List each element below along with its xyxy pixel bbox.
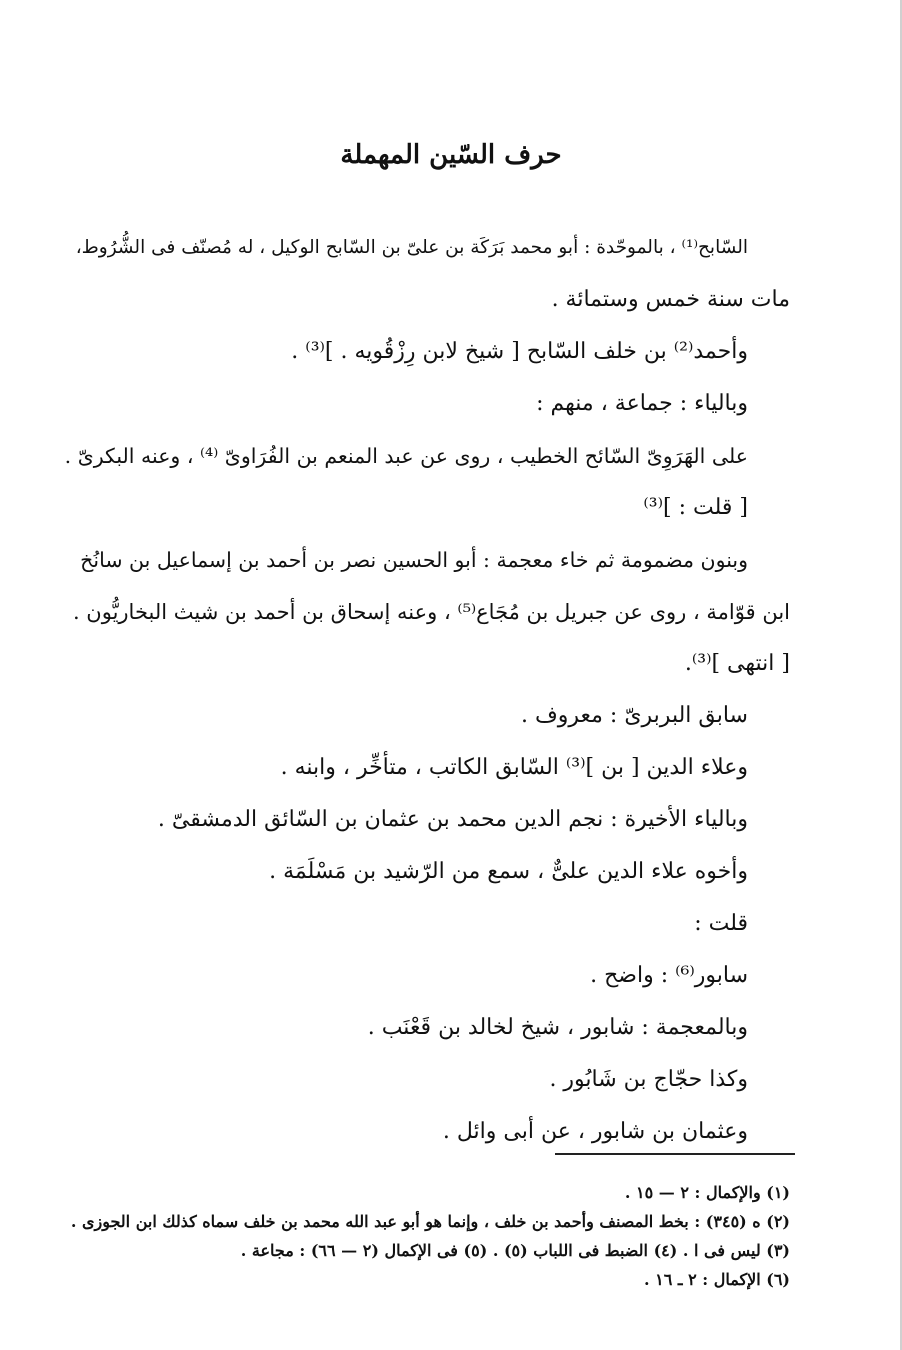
entry-line: وأحمد⁽²⁾ بن خلف السّابح [ شيخ لابن رِزْقُويه . ]⁽³⁾ . <box>291 339 748 364</box>
page-title: حرف السّين المهملة <box>340 140 562 170</box>
entry-line: وبالياء الأخيرة : نجم الدين محمد بن عثمان بن السّائق الدمشقىّ . <box>157 807 748 832</box>
entry-line: على الهَرَوِىّ السّائح الخطيب ، روى عن عبد المنعم بن الفُرَاوىّ ⁽⁴⁾ ، وعنه البكرىّ . <box>64 444 748 468</box>
footnotes <box>55 1178 790 1294</box>
footnote: (٢) ه (٣٤٥) : بخط المصنف وأحمد بن خلف ، وإنما هو أبو عبد الله محمد بن خلف سماه كذلك ابن الجوزى . <box>70 1212 790 1231</box>
entry-line: وبنون مضمومة ثم خاء معجمة : أبو الحسين نصر بن أحمد بن إسماعيل بن سانُخ <box>80 548 748 572</box>
entry-line: وأخوه علاء الدين علىٌّ ، سمع من الرّشيد بن مَسْلَمَة . <box>269 859 748 884</box>
footnote: (٦) الإكمال : ٢ ـ ١٦ . <box>643 1270 790 1289</box>
entry-line: مات سنة خمس وستمائة . <box>551 287 790 312</box>
footnote-divider <box>555 1153 795 1155</box>
entry-line: وبالمعجمة : شابور ، شيخ لخالد بن قَعْنَب . <box>367 1015 748 1040</box>
entry-line: وعلاء الدين [ بن ]⁽³⁾ السّابق الكاتب ، متأخِّر ، وابنه . <box>280 755 748 780</box>
entry-line: سابق البربرىّ : معروف . <box>520 703 748 728</box>
entry-line: وعثمان بن شابور ، عن أبى وائل . <box>442 1119 748 1144</box>
entry-line: [ انتهى ]⁽³⁾. <box>684 651 790 676</box>
footnote: (١) والإكمال : ٢ — ١٥ . <box>624 1183 790 1202</box>
entry-line: قلت : <box>694 911 748 936</box>
footnote: (٣) ليس فى ا . (٤) الضبط فى اللباب (٥) . (٥) فى الإكمال (٢ — ٦٦) : مجاعة . <box>240 1241 790 1260</box>
entry-line: [ قلت : ]⁽³⁾ <box>643 495 748 520</box>
entry-line: السّابح⁽¹⁾ ، بالموحّدة : أبو محمد بَرَكَة بن علىّ بن السّابح الوكيل ، له مُصنّف فى الشُّرُوط، <box>75 237 748 258</box>
main-text <box>65 222 790 1158</box>
entry-line: سابور⁽⁶⁾ : واضح . <box>590 963 748 988</box>
entry-line: وبالياء : جماعة ، منهم : <box>536 391 748 416</box>
entry-line: وكذا حجّاج بن شَابُور . <box>549 1067 748 1092</box>
entry-line: ابن قوّامة ، روى عن جبريل بن مُجَاع⁽⁵⁾ ، وعنه إسحاق بن أحمد بن شيث البخاريُّون . <box>72 600 790 624</box>
